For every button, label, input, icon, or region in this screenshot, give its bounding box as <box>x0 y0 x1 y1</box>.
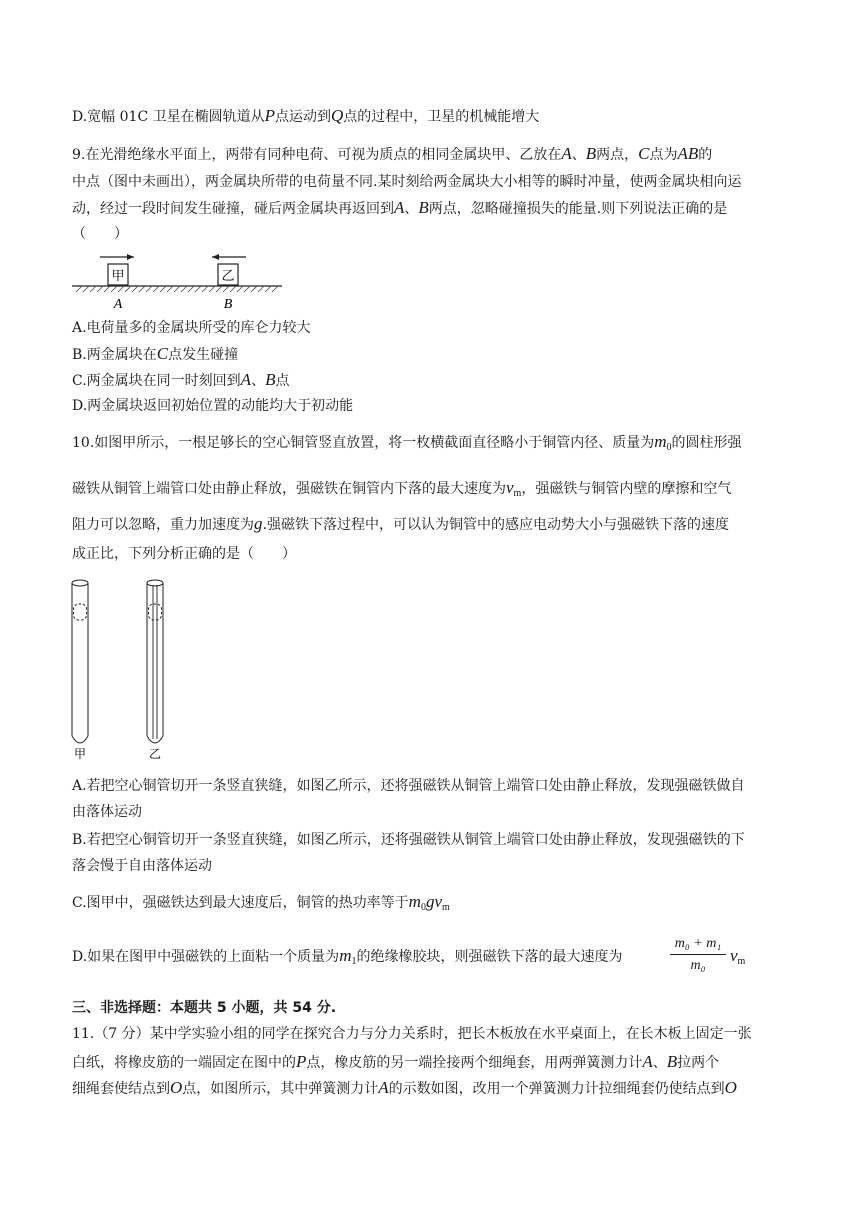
text: 、 <box>571 147 586 163</box>
ground-hatch <box>76 286 278 292</box>
text: ，强磁铁与铜管内壁的摩擦和空气 <box>521 481 732 497</box>
var-g: g <box>254 514 263 533</box>
q9-answer-bracket: （ ） <box>72 226 128 242</box>
q9-option-b <box>72 344 238 365</box>
var-gv: gv <box>425 892 442 911</box>
var-b: B <box>265 370 276 389</box>
var-v: v <box>730 946 738 965</box>
q10-stem-line2 <box>72 478 731 504</box>
text: 阻力可以忽略，重力加速度为 <box>72 517 254 533</box>
var-b: B <box>418 198 429 217</box>
q10-stem-line4: 成正比，下列分析正确的是（ ） <box>72 546 296 562</box>
var-a: A <box>394 198 405 217</box>
subscript: m <box>513 488 522 499</box>
text: 点，橡皮筋的另一端拴接两个细绳套，用两弹簧测力计 <box>306 1055 643 1071</box>
var-a: A <box>240 370 252 389</box>
q9-stem-line1 <box>72 144 712 165</box>
q9-option-d: D.两金属块返回初始位置的动能均大于初动能 <box>72 398 354 414</box>
fraction-velocity <box>730 946 745 972</box>
q10-stem-line3 <box>72 514 729 535</box>
text: 的圆柱形强 <box>671 435 742 451</box>
subscript: m <box>442 902 450 913</box>
var-q: Q <box>331 106 344 125</box>
var-a: A <box>378 1078 389 1097</box>
text: 拉两个 <box>677 1055 720 1071</box>
q8-option-d <box>72 106 539 127</box>
text: C.图甲中，强磁铁达到最大速度后，铜管的热功率等于 <box>72 895 409 911</box>
q10-option-a-line1: A.若把空心铜管切开一条竖直狭缝，如图乙所示，还将强磁铁从铜管上端管口处由静止释放，发现强磁铁做自 <box>72 778 745 794</box>
tube-jia-label: 甲 <box>73 747 87 761</box>
magnet-jia <box>74 604 87 620</box>
q9-option-c <box>72 370 289 391</box>
var-c: C <box>638 144 650 163</box>
text: 10.如图甲所示，一根足够长的空心铜管竖直放置，将一枚横截面直径略小于铜管内径、质量为 <box>72 435 655 451</box>
var-ab: AB <box>677 144 699 163</box>
q10-option-b-line1: B.若把空心铜管切开一条竖直狭缝，如图乙所示，还将强磁铁从铜管上端管口处由静止释放，发现强磁铁的下 <box>72 832 745 848</box>
q9-stem-line3 <box>72 198 727 219</box>
subscript: 0 <box>420 902 426 913</box>
q10-option-b-line2: 落会慢于自由落体运动 <box>72 858 212 874</box>
arrow-left-icon <box>212 254 246 260</box>
var-m: m <box>408 892 421 911</box>
var-o: O <box>724 1078 737 1097</box>
var-m: m <box>339 946 352 965</box>
var-b: B <box>585 144 597 163</box>
q11-stem-line3 <box>72 1078 737 1099</box>
q10-stem-line1 <box>72 432 742 458</box>
q9-figure <box>72 250 284 312</box>
text: 点的过程中，卫星的机械能增大 <box>343 109 540 125</box>
q11-stem-line2 <box>72 1052 719 1073</box>
text: 细绳套使结点到 <box>72 1081 170 1097</box>
tube-yi-label: 乙 <box>148 747 162 761</box>
var-b: B <box>666 1052 678 1071</box>
text: 、 <box>652 1055 667 1071</box>
text: 两点， <box>596 147 639 163</box>
text: D.宽幅 01C 卫星在椭圆轨道从 <box>72 109 265 125</box>
q10-option-a-line2: 由落体运动 <box>72 804 142 820</box>
var-p: P <box>296 1052 307 1071</box>
q10-figure <box>64 574 184 764</box>
text: 磁铁从铜管上端管口处由静止释放，强磁铁在铜管内下落的最大速度为 <box>72 481 506 497</box>
var-o: O <box>170 1078 183 1097</box>
var-c: C <box>156 344 169 363</box>
q10-option-d <box>72 946 622 972</box>
fraction-denominator: m₀ <box>690 958 706 973</box>
text: 两点，忽略碰撞损失的能量.则下列说法正确的是 <box>428 201 728 217</box>
text: 点发生碰撞 <box>168 347 239 363</box>
text: 点 <box>275 373 290 389</box>
magnet-yi <box>149 604 162 620</box>
var-v: v <box>506 478 514 497</box>
text: C.两金属块在同一时刻回到 <box>72 373 241 389</box>
text: D.如果在图甲中强磁铁的上面粘一个质量为 <box>72 949 340 965</box>
section-3-heading: 三、非选择题：本题共 5 小题，共 54 分. <box>72 1000 337 1016</box>
text: 点运动到 <box>275 109 331 125</box>
subscript: 1 <box>351 956 357 967</box>
block-jia-label: 甲 <box>111 269 125 284</box>
block-yi-label: 乙 <box>221 269 235 284</box>
var-p: P <box>264 106 275 125</box>
point-b-label: B <box>223 297 233 312</box>
text: B.两金属块在 <box>72 347 157 363</box>
q10-option-c <box>72 892 450 918</box>
text: 点，如图所示，其中弹簧测力计 <box>182 1081 379 1097</box>
var-m: m <box>654 432 667 451</box>
var-a: A <box>642 1052 653 1071</box>
q9-option-a: A.电荷量多的金属块所受的库仑力较大 <box>72 320 311 336</box>
text: 的示数如图，改用一个弹簧测力计拉细绳套仍使结点到 <box>388 1081 725 1097</box>
arrow-right-icon <box>100 254 134 260</box>
text: 动，经过一段时间发生碰撞，碰后两金属块再返回到 <box>72 201 394 217</box>
text: 、 <box>251 373 266 389</box>
q9-stem-line2: 中点（图中未画出），两金属块所带的电荷量不同.某时刻给两金属块大小相等的瞬时冲量，使两金属块相向运 <box>72 174 742 190</box>
var-a: A <box>561 144 572 163</box>
text: 的 <box>698 147 713 163</box>
text: 的绝缘橡胶块，则强磁铁下落的最大速度为 <box>356 949 623 965</box>
text: 9.在光滑绝缘水平面上，两带有同种电荷、可视为质点的相同金属块甲、乙放在 <box>72 147 562 163</box>
point-a-label: A <box>113 297 123 312</box>
text: .强磁铁下落过程中，可以认为铜管中的感应电动势大小与强磁铁下落的速度 <box>262 517 729 533</box>
subscript: 0 <box>666 442 672 453</box>
fraction-numerator: m₀ + m₁ <box>674 936 722 951</box>
text: 点为 <box>649 147 678 163</box>
text: 、 <box>404 201 419 217</box>
fraction-bar <box>670 954 726 955</box>
text: 白纸，将橡皮筋的一端固定在图中的 <box>72 1055 296 1071</box>
q11-stem-line1: 11.（7 分）某中学实验小组的同学在探究合力与分力关系时，把长木板放在水平桌面上，在长木板上固定一张 <box>72 1026 752 1042</box>
subscript: m <box>737 956 746 967</box>
